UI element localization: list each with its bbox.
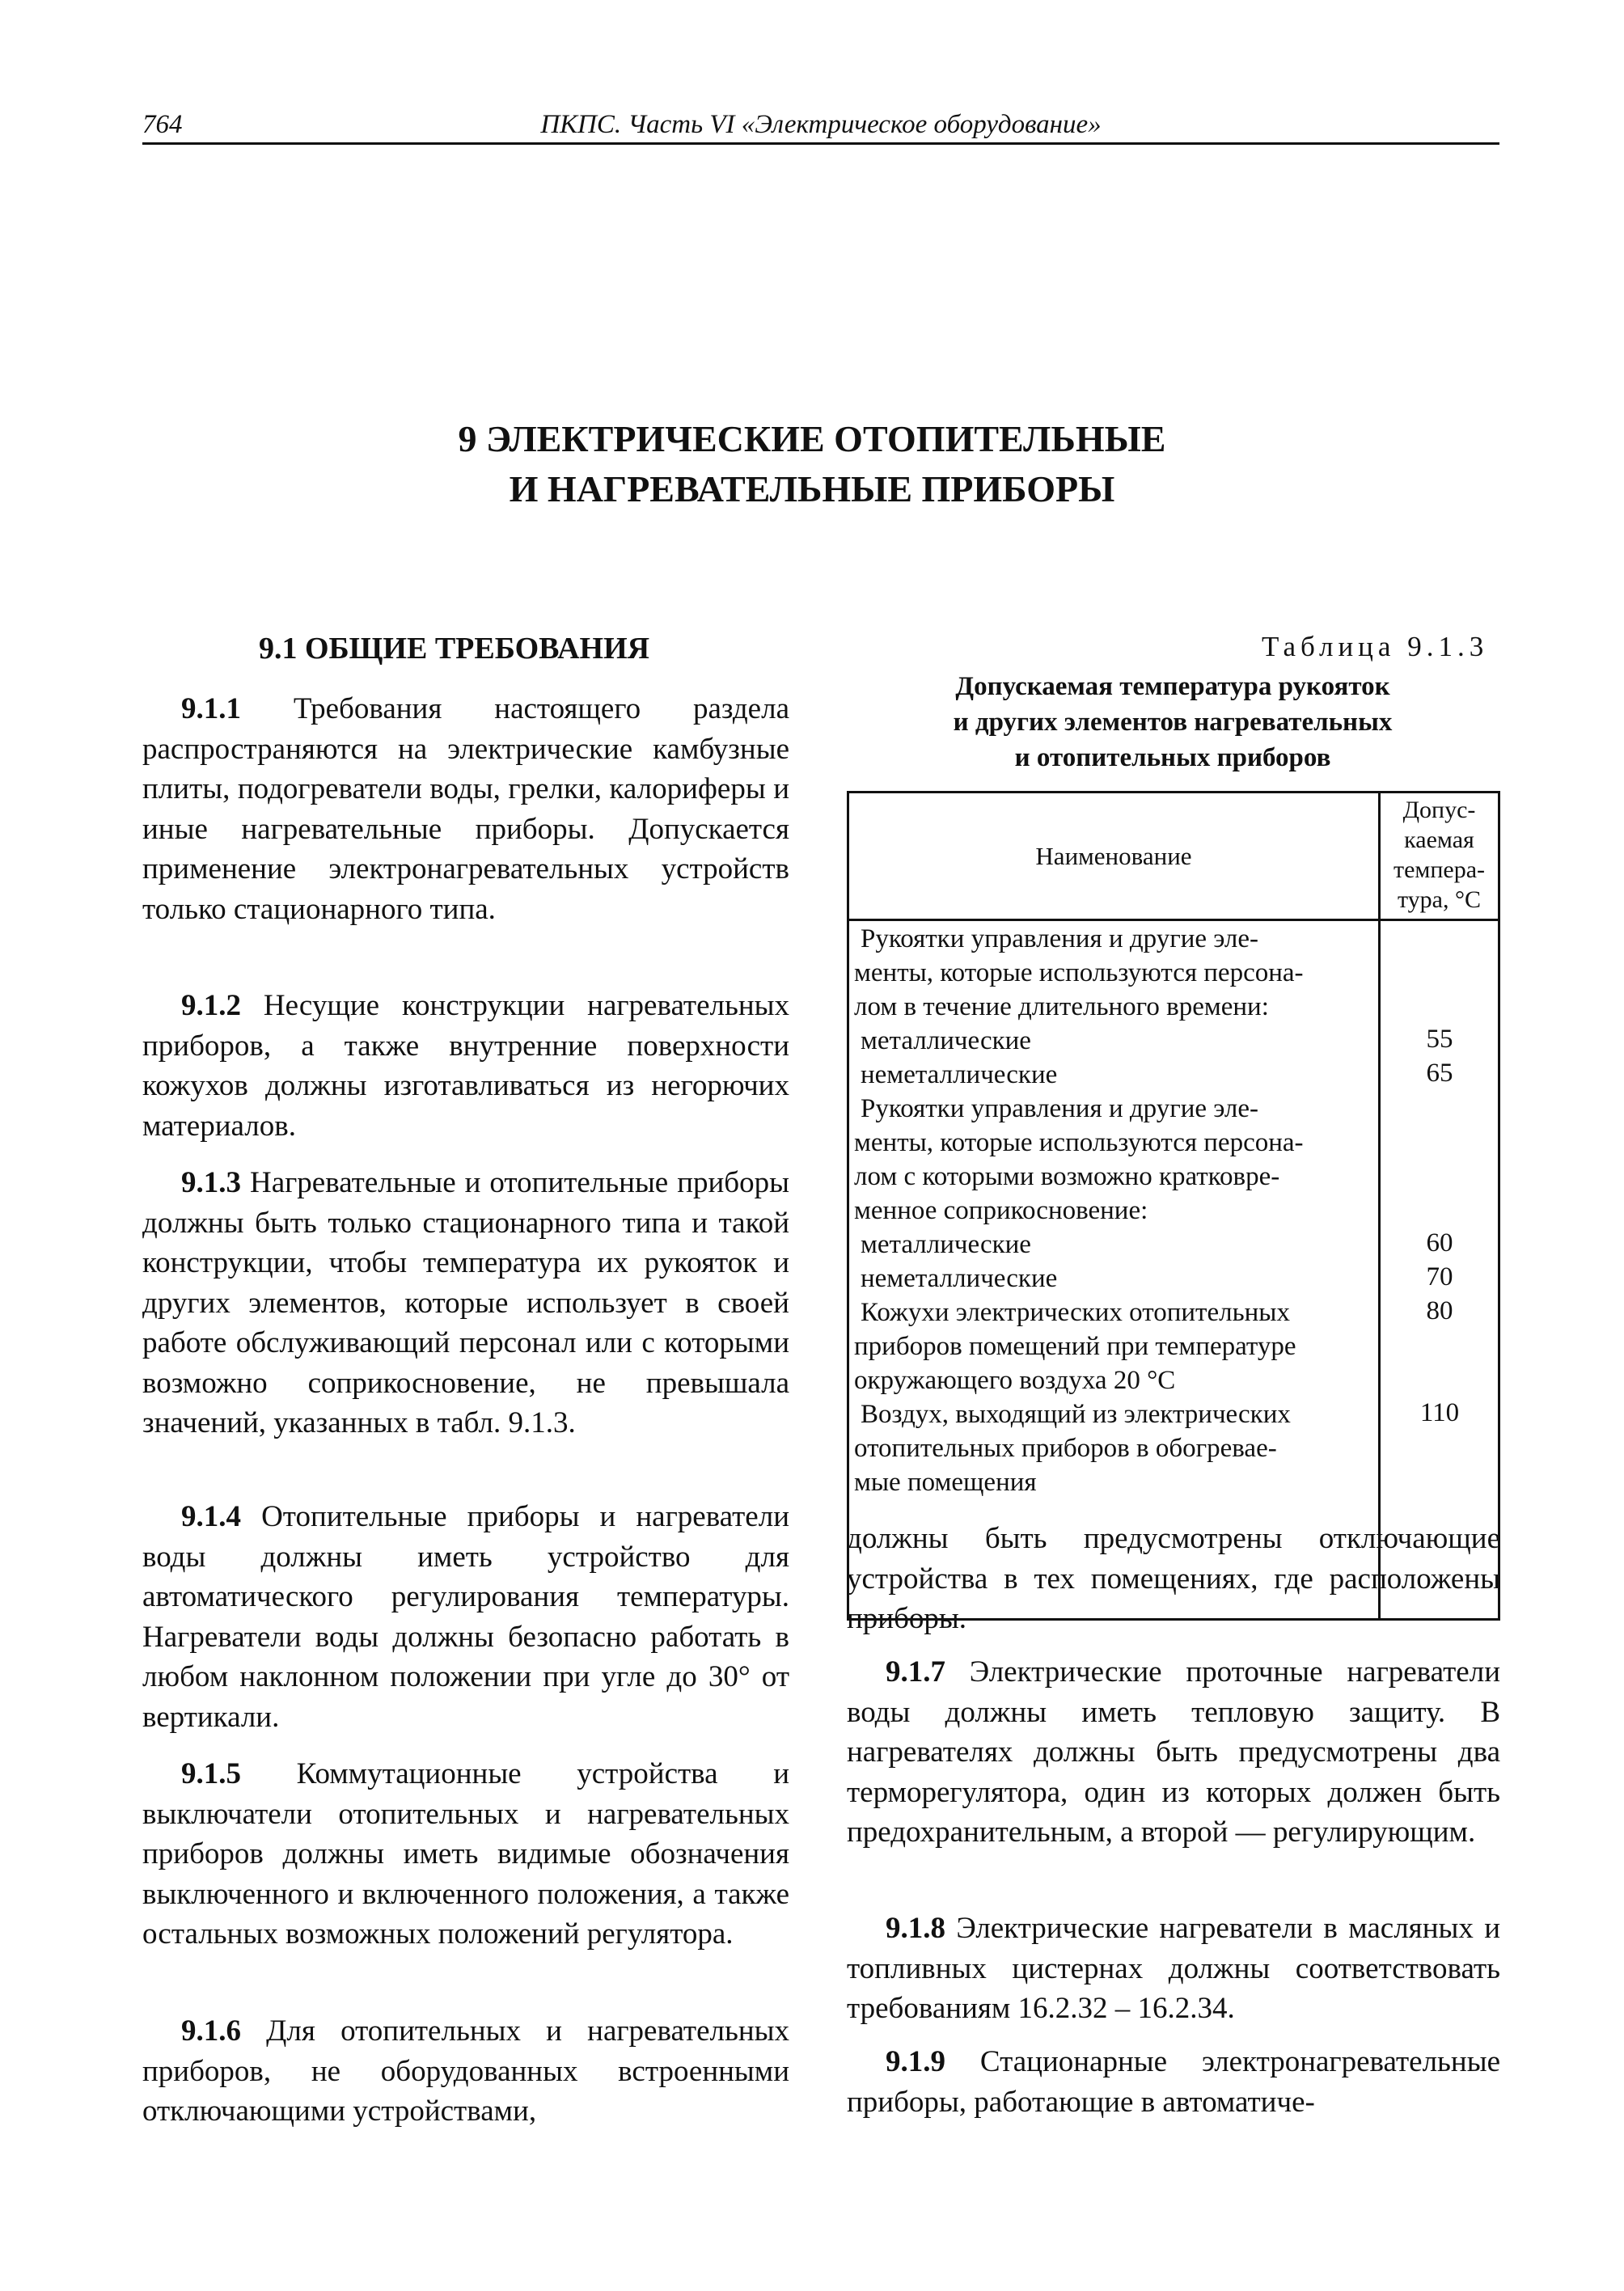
table-row-text: металлические <box>861 1026 1031 1055</box>
table-cell-value: 65 <box>1426 1059 1453 1088</box>
table-caption-line-1: Допускаемая температура рукояток <box>955 672 1390 701</box>
table-label: Таблица 9.1.3 <box>1262 631 1489 662</box>
clause-text: Отопительные приборы и нагреватели воды должны иметь устройство для автоматического регулирования температуры. Нагреватели воды должны безопасно работать в любом наклонном положении при угле до 30° от вертикали. <box>142 1500 789 1734</box>
clause-number: 9.1.5 <box>181 1757 241 1790</box>
clause-number: 9.1.8 <box>886 1912 945 1945</box>
clause-text: Коммутационные устройства и выключатели отопительных и нагревательных приборов должны иметь видимые обозначения выключенного и включенного положения, а также остальных возможных положений регулятора. <box>142 1757 789 1951</box>
paragraph-9-1-3 <box>142 1163 789 1443</box>
paragraph-9-1-5 <box>142 1754 789 1955</box>
paragraph-9-1-1 <box>142 689 789 929</box>
table-row-text: мые помещения <box>854 1468 1037 1497</box>
header-line: каемая <box>1404 826 1474 853</box>
table-row-text: приборов помещений при температуре <box>854 1332 1296 1361</box>
table-caption-line-3: и отопительных приборов <box>1014 743 1331 772</box>
page-number: 764 <box>142 110 183 139</box>
table-row-text: неметаллические <box>861 1264 1058 1293</box>
table-row-text: лом с которыми возможно кратковре- <box>854 1162 1280 1191</box>
table-cell-value: 55 <box>1426 1025 1453 1054</box>
chapter-title-line-2: И НАГРЕВАТЕЛЬНЫЕ ПРИБОРЫ <box>509 468 1115 509</box>
paragraph-9-1-4 <box>142 1497 789 1737</box>
column-header-name: Наименование <box>849 793 1381 919</box>
header-line: Допус- <box>1402 797 1476 823</box>
temperature-table <box>847 791 1500 1621</box>
page-header <box>142 100 1499 145</box>
table-row-text: металлические <box>861 1230 1031 1259</box>
table-row-text: Кожухи электрических отопительных <box>861 1298 1290 1327</box>
table-cell-value: 110 <box>1419 1398 1460 1427</box>
table-row-text: менное соприкосновение: <box>854 1196 1148 1225</box>
clause-number: 9.1.2 <box>181 989 241 1022</box>
clause-text: Нагревательные и отопительные приборы должны быть только стационарного типа и такой конструкции, чтобы температура их рукояток и других элементов, которые использует в своей работе обслуживающий персонал или с которыми возможно соприкосновение, не превышала значений, указанных в табл. 9.1.3. <box>142 1166 789 1439</box>
table-row-text: Рукоятки управления и другие эле- <box>861 924 1258 953</box>
clause-number: 9.1.6 <box>181 2014 241 2048</box>
table-row-text: Рукоятки управления и другие эле- <box>861 1094 1258 1123</box>
clause-text: Стационарные электронагревательные приборы, работающие в автоматиче- <box>847 2045 1500 2119</box>
table-row-text: менты, которые используются персона- <box>854 958 1304 987</box>
clause-number: 9.1.1 <box>181 692 241 725</box>
table-cell-value: 70 <box>1426 1262 1453 1291</box>
table-caption <box>849 669 1496 776</box>
paragraph-9-1-2 <box>142 986 789 1146</box>
clause-text: Для отопительных и нагревательных приборов, не оборудованных встроенными отключающими устройствами, <box>142 2014 789 2128</box>
table-row-text: Воздух, выходящий из электрических <box>861 1400 1291 1429</box>
header-line: темпера- <box>1393 856 1486 883</box>
clause-number: 9.1.3 <box>181 1166 241 1199</box>
chapter-title-line-1: 9 ЭЛЕКТРИЧЕСКИЕ ОТОПИТЕЛЬНЫЕ <box>458 418 1166 459</box>
table-row-text: лом в течение длительного времени: <box>854 992 1269 1021</box>
header-line: тура, °С <box>1397 886 1482 913</box>
table-cell-value: 60 <box>1426 1228 1453 1258</box>
table-cell-value: 80 <box>1426 1296 1453 1325</box>
table-row-text: менты, которые используются персона- <box>854 1128 1304 1157</box>
paragraph-9-1-6 <box>142 2011 789 2132</box>
table-caption-line-2: и других элементов нагревательных <box>953 708 1393 737</box>
table-header-row <box>849 793 1498 921</box>
clause-text: Электрические нагреватели в масляных и топливных цистернах должны соответствовать требованиям 16.2.32 – 16.2.34. <box>847 1912 1500 2025</box>
table-row-text: окружающего воздуха 20 °С <box>854 1366 1176 1395</box>
column-header-temperature <box>1381 793 1498 919</box>
column-divider <box>1378 921 1381 1618</box>
chapter-title <box>243 414 1381 514</box>
clause-number: 9.1.9 <box>886 2045 945 2078</box>
running-title: ПКПС. Часть VI «Электрическое оборудование» <box>540 110 1102 139</box>
clause-text: Требования настоящего раздела распространяются на электрические камбузные плиты, подогреватели воды, грелки, калориферы и иные нагревательные приборы. Допускается применение электронагревательных устройств только стационарного типа. <box>142 692 789 926</box>
paragraph-9-1-6-continued: должны быть предусмотрены отключающие устройства в тех помещениях, где расположены приборы. <box>847 1522 1500 1635</box>
table-row-text: отопительных приборов в обогревае- <box>854 1434 1277 1463</box>
table-body <box>849 921 1498 1618</box>
clause-number: 9.1.4 <box>181 1500 241 1533</box>
table-row-text: неметаллические <box>861 1060 1058 1089</box>
paragraph-9-1-8 <box>847 1908 1500 2029</box>
paragraph-9-1-9 <box>847 2042 1500 2122</box>
clause-number: 9.1.7 <box>886 1655 945 1689</box>
paragraph-9-1-7 <box>847 1652 1500 1853</box>
clause-text: Электрические проточные нагреватели воды должны иметь тепловую защиту. В нагревателях должны быть предусмотрены два терморегулятора, один из которых должен быть предохранительным, а второй — регулирующим. <box>847 1655 1500 1849</box>
clause-text: Несущие конструкции нагревательных приборов, а также внутренние поверхности кожухов должны изготавливаться из негорючих материалов. <box>142 989 789 1143</box>
section-heading: 9.1 ОБЩИЕ ТРЕБОВАНИЯ <box>259 632 650 666</box>
